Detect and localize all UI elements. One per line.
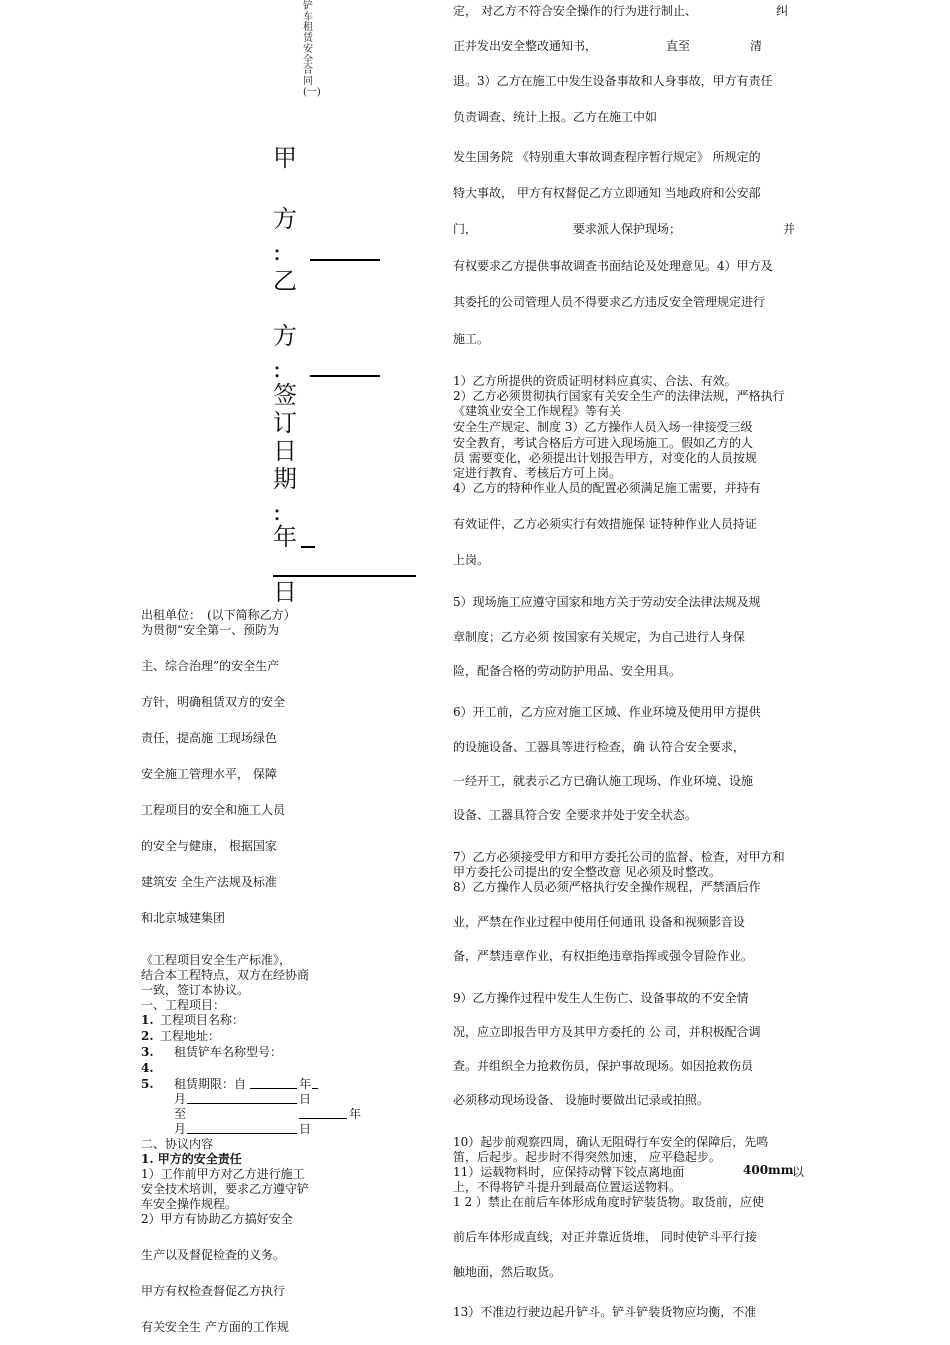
sign-char-2: 订 xyxy=(273,409,297,437)
para-line: 车安全操作规程。 xyxy=(141,1197,238,1211)
body-line: 有效证件，乙方必须实行有效措施保 证特种作业人员持证 xyxy=(453,517,757,531)
body-line: 施工。 xyxy=(453,332,490,346)
item-number: 3. xyxy=(141,1045,154,1059)
sign-year-blank xyxy=(301,546,315,548)
body-line: 8）乙方操作人员必须严格执行安全操作规程，严禁酒后作 xyxy=(453,880,761,894)
body-line: 一经开工，就表示乙方已确认施工现场、作业环境、设施 xyxy=(453,774,754,788)
item-label: 工程地址： xyxy=(160,1029,221,1043)
period-month-blank xyxy=(187,1103,297,1104)
item-number: 5. xyxy=(141,1077,154,1091)
sign-month-blank xyxy=(273,575,416,577)
body-line: 正并发出安全整改通知书， xyxy=(453,39,598,53)
body-line: 400mm xyxy=(743,1163,794,1177)
body-line: 门， xyxy=(453,222,478,236)
intro2-line: 《工程项目安全生产标准》， xyxy=(141,953,292,967)
body-line: 特大事故， 甲方有权督促乙方立即通知 当地政府和公安部 xyxy=(453,186,761,200)
body-line: 业，严禁在作业过程中使用任何通讯 设备和视频影音设 xyxy=(453,915,745,929)
body-line: 备，严禁违章作业，有权拒绝违章指挥或强令冒险作业。 xyxy=(453,949,754,963)
sign-day: 日 xyxy=(273,578,297,606)
period-year-tail-blank xyxy=(312,1088,318,1089)
body-line: 险，配备合格的劳动防护用品、安全用具。 xyxy=(453,664,682,678)
sign-char-1: 签 xyxy=(273,381,297,409)
body-line: 负责调查、统计上报。乙方在施工中如 xyxy=(453,110,658,124)
body-line: 清 xyxy=(750,39,763,53)
body-line: 的设施设备、工器具等进行检查，确 认符合安全要求， xyxy=(453,740,745,754)
body-line: 1）乙方所提供的资质证明材料应真实、合法、有效。 xyxy=(453,374,737,388)
body-line: 1 2 ）禁止在前后车体形成角度时铲装货物。取货前，应使 xyxy=(453,1195,764,1209)
item-number: 1. xyxy=(141,1013,154,1027)
period-start-year-blank xyxy=(250,1088,297,1089)
body-line: 况，应立即报告甲方及其甲方委托的 公 司，并积极配合调 xyxy=(453,1025,761,1039)
period-month-label: 月 xyxy=(174,1092,187,1106)
para-line: 安全技术培训，要求乙方遵守铲 xyxy=(141,1182,310,1196)
lessor-line: 出租单位： (以下简称乙方） xyxy=(141,608,296,622)
body-line: 查。并组织全力抢救伤员，保护事故现场。如因抢救伤员 xyxy=(453,1059,754,1073)
item-number: 4. xyxy=(141,1061,154,1075)
body-line: 2）乙方必须贯彻执行国家有关安全生产的法律法规，严格执行 xyxy=(453,389,785,403)
party-a-char-1: 甲 xyxy=(273,144,297,172)
body-line: 有权要求乙方提供事故调查书面结论及处理意见。4）甲方及 xyxy=(453,259,773,273)
body-line: 其委托的公司管理人员不得要求乙方违反安全管理规定进行 xyxy=(453,295,766,309)
body-line: 笛，后起步。起步时不得突然加速， 应平稳起步。 xyxy=(453,1150,721,1164)
period-day-label: 日 xyxy=(299,1092,312,1106)
body-line: 5）现场施工应遵守国家和地方关于劳动安全法律法规及规 xyxy=(453,595,761,609)
item-label: 租赁铲车名称型号： xyxy=(174,1045,283,1059)
item-number: 2. xyxy=(141,1029,154,1043)
para-line: 1）工作前甲方对乙方进行施工 xyxy=(141,1167,305,1181)
body-line: 安全教育，考试合格后方可进入现场施工。假如乙方的人 xyxy=(453,436,754,450)
intro-line: 方针，明确租赁双方的安全 xyxy=(141,695,286,709)
intro-line: 工程项目的安全和施工人员 xyxy=(141,803,286,817)
body-line: 10）起步前观察四周，确认无阻碍行车安全的保障后，先鸣 xyxy=(453,1135,769,1149)
period-end-month-blank xyxy=(187,1133,297,1134)
intro-line: 主、综合治理”的安全生产 xyxy=(141,659,280,673)
body-line: 《建筑业安全工作规程》等有关 xyxy=(453,404,622,418)
body-line: 定， 对乙方不符合安全操作的行为进行制止、 xyxy=(453,4,697,18)
para-line: 甲方有权检查督促乙方执行 xyxy=(141,1284,286,1298)
intro-line: 责任，提高施 工现场绿色 xyxy=(141,731,277,745)
sign-year: 年 xyxy=(273,523,297,551)
party-b-char-1: 乙 xyxy=(273,267,297,295)
body-line: 4）乙方的特种作业人员的配置必须满足施工需要，并持有 xyxy=(453,481,761,495)
sub-heading-party-a: 1. 甲方的安全责任 xyxy=(141,1152,242,1166)
intro-line: 建筑安 全生产法规及标准 xyxy=(141,875,277,889)
body-line: 上岗。 xyxy=(453,553,490,567)
period-year-label: 年 xyxy=(299,1077,312,1091)
party-b-blank xyxy=(310,375,380,377)
section-2-heading: 二、协议内容 xyxy=(141,1137,214,1151)
period-end-month-label: 月 xyxy=(174,1122,187,1136)
body-line: 纠 xyxy=(776,4,789,18)
sign-char-4: 期 xyxy=(273,465,297,493)
intro-line: 的安全与健康， 根据国家 xyxy=(141,839,277,853)
intro-line: 安全施工管理水平， 保障 xyxy=(141,767,277,781)
period-end-day-label: 日 xyxy=(299,1122,312,1136)
intro2-line: 一致，签订本协议。 xyxy=(141,983,250,997)
intro2-line: 结合本工程特点，双方在经协商 xyxy=(141,968,310,982)
body-line: 以 xyxy=(792,1165,805,1179)
para-line: 有关安全生 产方面的工作规 xyxy=(141,1320,289,1334)
body-line: 前后车体形成直线，对正并靠近货堆， 同时使铲斗平行接 xyxy=(453,1230,757,1244)
body-line: 退。3）乙方在施工中发生设备事故和人身事故，甲方有责任 xyxy=(453,74,773,88)
body-line: 11）运载物料时，应保持动臂下铰点离地面 xyxy=(453,1165,685,1179)
body-line: 章制度；乙方必须 按国家有关规定，为自己进行人身保 xyxy=(453,630,745,644)
intro-line: 和北京城建集团 xyxy=(141,911,226,925)
party-a-colon: : xyxy=(273,238,282,266)
body-line: 安全生产规定、制度 3）乙方操作人员入场一律接受三级 xyxy=(453,420,753,434)
section-1-heading: 一、工程项目： xyxy=(141,998,226,1012)
item-label: 租赁期限：自 xyxy=(174,1077,247,1091)
intro-line: 为贯彻“安全第一、预防为 xyxy=(141,623,280,637)
body-line: 要求派人保护现场； xyxy=(573,222,682,236)
item-label: 工程项目名称： xyxy=(160,1013,245,1027)
body-line: 设备、工器具符合安 全要求并处于安全状态。 xyxy=(453,808,697,822)
period-end-year-blank xyxy=(299,1118,347,1119)
body-line: 必须移动现场设备、 设施时要做出记录或拍照。 xyxy=(453,1093,709,1107)
sign-char-3: 日 xyxy=(273,437,297,465)
body-line: 7）乙方必须接受甲方和甲方委托公司的监督、检查，对甲方和 xyxy=(453,850,785,864)
body-line: 并 xyxy=(783,222,796,236)
party-b-colon: : xyxy=(273,355,282,383)
body-line: 6）开工前，乙方应对施工区域、作业环境及使用甲方提供 xyxy=(453,705,761,719)
body-line: 上，不得将铲斗提升到最高位置运送物料。 xyxy=(453,1180,682,1194)
body-line: 触地面，然后取货。 xyxy=(453,1265,562,1279)
party-a-blank xyxy=(310,259,380,261)
body-line: 定进行教育、考核后方可上岗。 xyxy=(453,466,622,480)
party-a-char-2: 方 xyxy=(273,205,297,233)
para-line: 生产以及督促检查的义务。 xyxy=(141,1248,286,1262)
party-b-char-2: 方 xyxy=(273,322,297,350)
body-line: 甲方委托公司提出的安全整改意 见必须及时整改。 xyxy=(453,865,721,879)
period-end-year-label: 年 xyxy=(349,1107,362,1121)
body-line: 13）不准边行驶边起升铲斗。铲斗铲装货物应均衡，不准 xyxy=(453,1305,757,1319)
body-line: 直至 xyxy=(666,39,691,53)
body-line: 9）乙方操作过程中发生人生伤亡、设备事故的不安全情 xyxy=(453,991,749,1005)
para-line: 2）甲方有协助乙方搞好安全 xyxy=(141,1212,293,1226)
body-line: 发生国务院 《特别重大事故调查程序暂行规定》 所规定的 xyxy=(453,150,761,164)
document-title: 铲车租赁安全合同(一) xyxy=(303,1,321,98)
body-line: 员 需要变化，必须提出计划报告甲方，对变化的人员按规 xyxy=(453,451,757,465)
period-to-label: 至 xyxy=(174,1107,187,1121)
sign-colon: : xyxy=(273,498,282,526)
